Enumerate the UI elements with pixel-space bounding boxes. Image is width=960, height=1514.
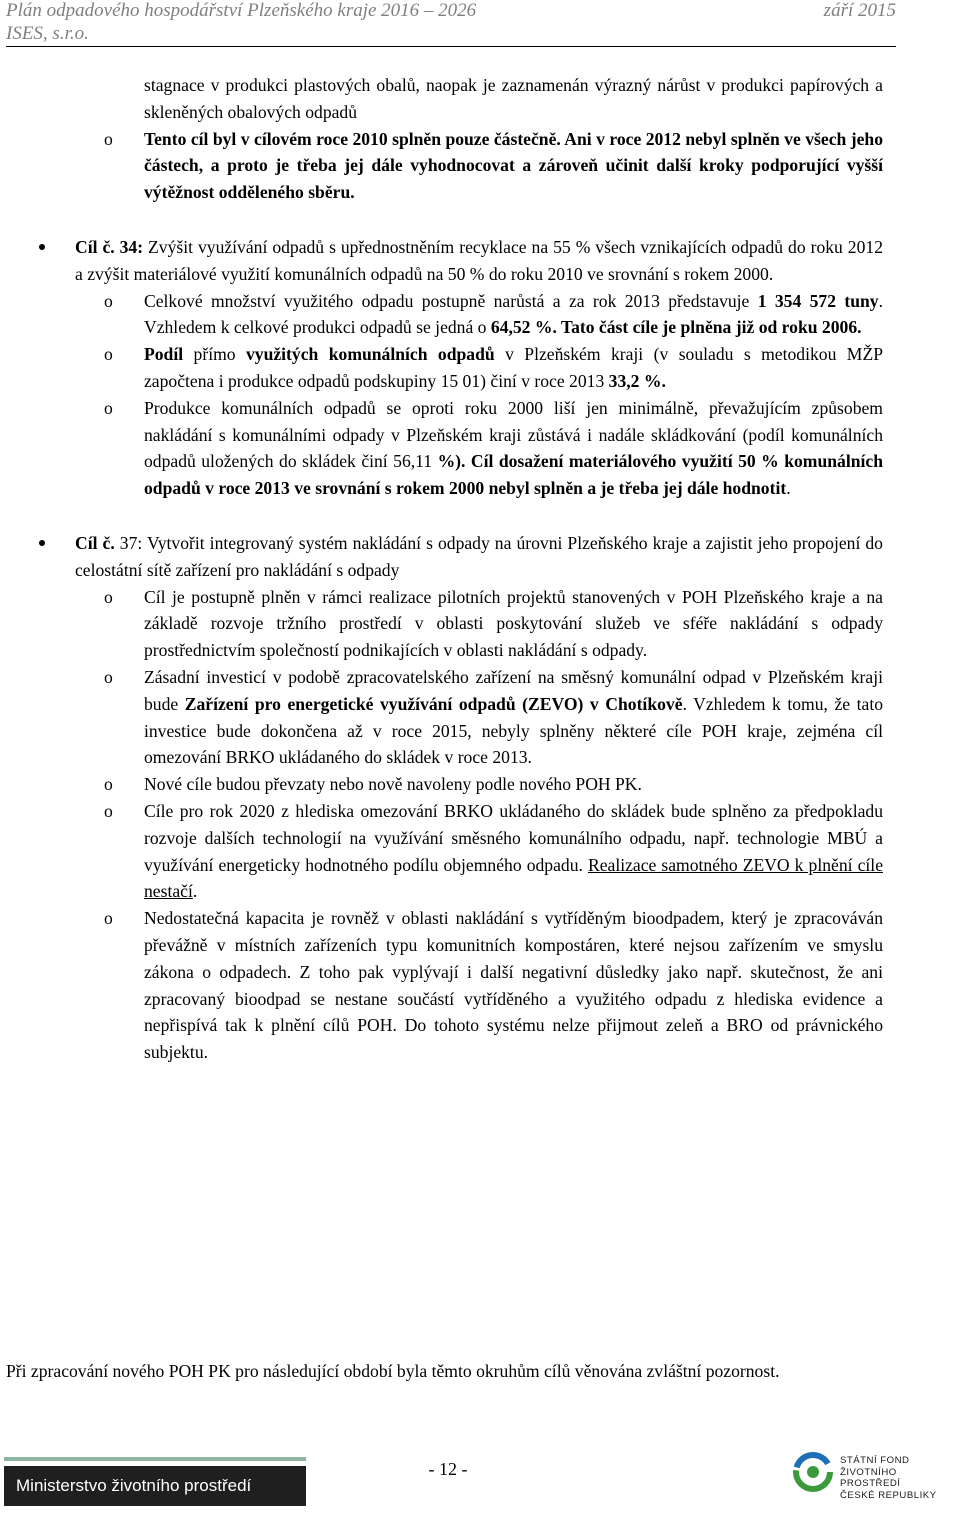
sub-bullet-marker: o [104, 800, 113, 821]
document-body [75, 72, 883, 1066]
page-header [6, 0, 896, 47]
text-run: Cíle pro rok 2020 z hlediska omezování BRKO ukládaného do skládek bude splněno za předpokladu rozvoje dalších technologií na využívání směsného komunálního odpadu, např. technologie MBÚ a využívání energeticky hodnotného podílu objemného odpadu. [144, 800, 883, 875]
goal-37-label: Cíl č. [75, 532, 120, 553]
header-date: září 2015 [823, 0, 896, 21]
sub-bullet-marker: o [104, 290, 113, 311]
text-run: . Vzhledem k celkové produkci odpadů se jedná o [144, 290, 883, 338]
goal-37-sub-3 [104, 771, 883, 798]
sub-bullet-marker: o [104, 344, 113, 365]
goal-37-sub-4 [104, 798, 883, 905]
sub-bullet-marker: o [104, 128, 113, 149]
closing-paragraph: Při zpracování nového POH PK pro následující období byla těmto okruhům cílů věnována zvláštní pozornost. [6, 1361, 780, 1381]
bold-run: 64,52 %. Tato část cíle je plněna již od roku 2006. [490, 317, 862, 338]
goal-37 [75, 530, 883, 584]
sub-bullet-marker: o [104, 666, 113, 687]
sub-bullet-marker: o [104, 908, 113, 929]
text-run: Nové cíle budou převzaty nebo nově navoleny podle nového POH PK. [144, 774, 642, 795]
text-run: . Vzhledem k tomu, že tato investice bude dokončena až v roce 2015, nebyly splněny některé cíle POH kraje, zejména cíl omezování BRKO ukládaného do skládek v roce 2013. [144, 693, 884, 768]
text-run: . [786, 478, 791, 499]
goal-partial-text: Tento cíl byl v cílovém roce 2010 splněn pouze částečně. Ani v roce 2012 nebyl splněn ve všech jeho částech, a proto je třeba jej dále vyhodnocovat a zároveň učinit další kroky podporující vyšší výtěžnost odděleného sběru. [144, 128, 883, 203]
fund-line: STÁTNÍ FOND [840, 1455, 910, 1466]
sub-bullet-marker: o [104, 397, 113, 418]
page-number: - 12 - [428, 1459, 468, 1479]
continuation-text: stagnace v produkci plastových obalů, naopak je zaznamenán výrazný nárůst v produkci papírových a skleněných obalových odpadů [144, 75, 883, 122]
text-run: Cíl je postupně plněn v rámci realizace pilotních projektů stanovených v POH Plzeňského kraje a na základě rozvoje tržního prostředí v oblasti poskytování služeb ve sféře nakládání s odpady prostřednictvím společností podnikajících v oblasti nakládání s odpady. [144, 586, 883, 661]
goal-34 [75, 234, 883, 288]
fund-line: ČESKÉ REPUBLIKY [840, 1489, 937, 1501]
text-run: v Plzeňském kraji (v souladu s metodikou MŽP započtena i produkce odpadů podskupiny 15 01) činí v roce 2013 [144, 344, 883, 391]
state-fund-text [840, 1455, 960, 1501]
goal-37-sub-5 [104, 905, 883, 1066]
bullet-dot-icon [39, 540, 45, 546]
text-run: Zásadní investicí v podobě zpracovatelského zařízení na směsný komunální odpad v Plzeňském kraji bude [144, 666, 883, 714]
bold-run: 33,2 %. [608, 370, 666, 391]
goal-34-text: Zvýšit využívání odpadů s upřednostněním recyklace na 55 % všech vznikajících odpadů do roku 2012 a zvýšit materiálové využití komunálních odpadů na 50 % do roku 2010 ve srovnání s rokem 2000. [75, 236, 883, 284]
sub-item-goal-partial [104, 126, 883, 206]
bold-run: Podíl [144, 344, 184, 365]
goal-34-sub-3 [104, 395, 883, 502]
goal-37-sub-1 [104, 584, 883, 664]
text-run: . [192, 881, 198, 902]
goal-37-number: 37: [119, 532, 143, 553]
goal-37-text: Vytvořit integrovaný systém nakládání s odpady na úrovni Plzeňského kraje a zajistit jeho propojení do celostátní sítě zařízení pro nakládání s odpady [75, 532, 883, 580]
text-run: Nedostatečná kapacita je rovněž v oblasti nakládání s vytříděným bioodpadem, který je zpracováván převážně v místních zařízeních typu komunitních kompostáren, které nejsou zařízením ve smyslu zákona o odpadech. Z toho pak vyplývají i další negativní důsledky jako např. skutečnost, že ani zpracovaný bioodpad se nestane součástí vytříděného a využitého odpadu z hlediska evidence a nepřispívá tak k plnění cílů POH. Do tohoto systému nelze přijmout zeleň a BRO od právnického subjektu. [144, 908, 883, 1063]
goal-34-label: Cíl č. 34: [75, 236, 144, 257]
header-company: ISES, s.r.o. [6, 23, 89, 44]
bold-run: 1 354 572 tuny [757, 290, 879, 311]
bold-run: Zařízení pro energetické využívání odpadů (ZEVO) v Chotíkově [184, 693, 683, 714]
footer-divider [4, 1457, 306, 1461]
ministry-logo: Ministerstvo životního prostředí [4, 1466, 306, 1506]
sub-bullet-marker: o [104, 586, 113, 607]
fund-line: ŽIVOTNÍHO PROSTŘEDÍ [840, 1466, 901, 1489]
header-title: Plán odpadového hospodářství Plzeňského kraje 2016 – 2026 [6, 0, 477, 21]
sub-bullet-marker: o [104, 774, 113, 795]
text-run: Celkové množství využitého odpadu postupně narůstá a za rok 2013 představuje [144, 290, 758, 311]
state-fund-logo-icon [793, 1452, 833, 1492]
goal-37-sub-2 [104, 664, 884, 771]
text-run: Produkce komunálních odpadů se oproti roku 2000 liší jen minimálně, převažujícím způsobem nakládání s komunálními odpady v Plzeňském kraji zůstává i nadále skládkování (podíl komunálních odpadů uložených do skládek činí 56,11 [144, 397, 883, 472]
bold-run: využitých komunálních odpadů [245, 344, 495, 365]
underlined-run: Realizace samotného ZEVO k plnění cíle nestačí [144, 854, 883, 902]
text-run: přímo [183, 344, 246, 365]
bold-run: %). Cíl dosažení materiálového využití 50 % komunálních odpadů v roce 2013 ve srovnání s rokem 2000 nebyl splněn a je třeba jej dále hodnotit [144, 451, 883, 499]
bullet-dot-icon [39, 244, 45, 250]
goal-34-sub-1 [104, 288, 883, 342]
goal-34-sub-2 [104, 341, 883, 395]
